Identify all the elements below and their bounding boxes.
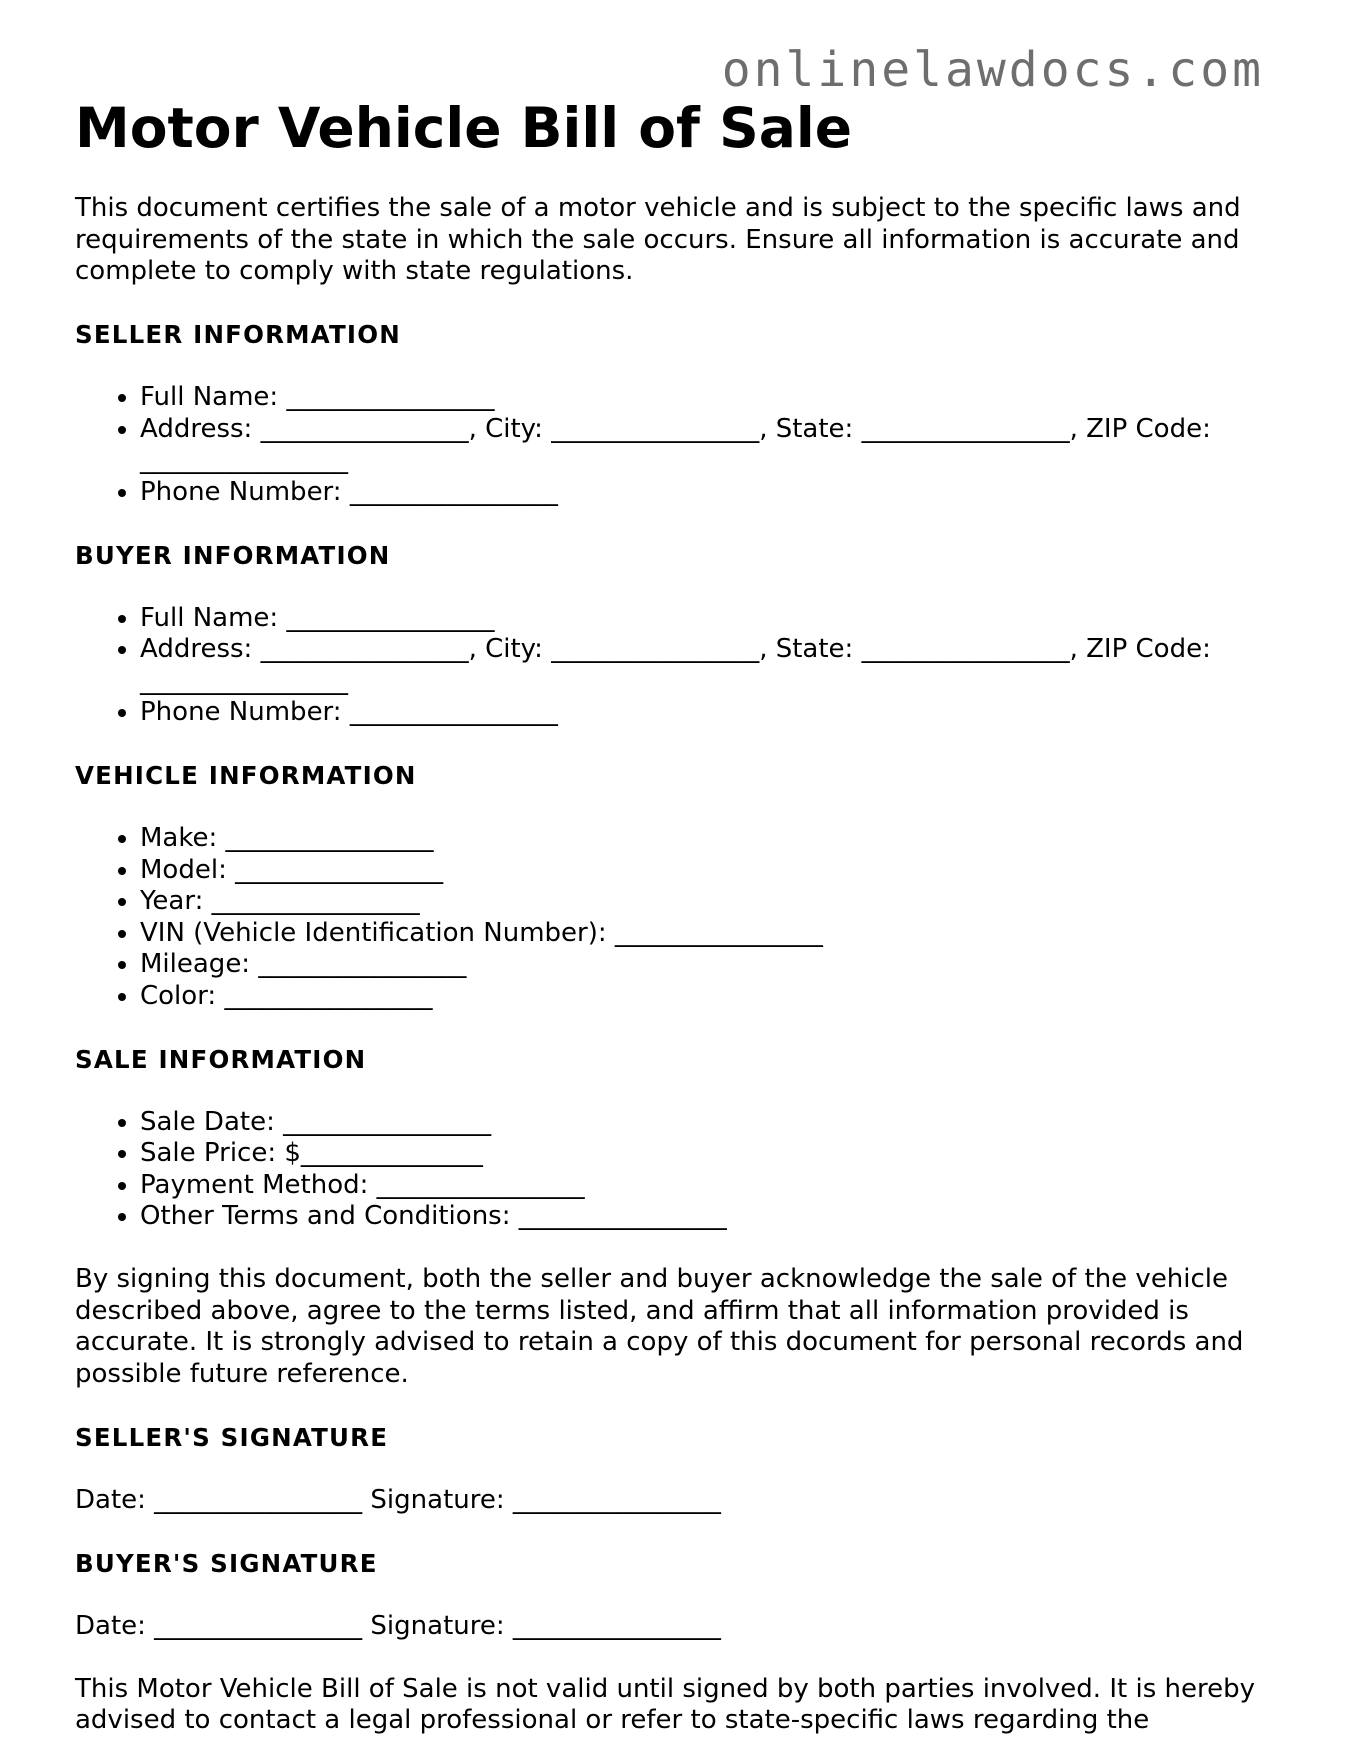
buyer-information-heading: BUYER INFORMATION — [75, 540, 391, 570]
sale-price-item: • Sale Price: $______________ — [140, 1138, 1275, 1170]
buyer-signature-line: Date: ________________ Signature: ________________ — [75, 1610, 721, 1641]
buyer-address-item: • Address: ________________, City: ________________, State: ________________, ZIP Code: ________________ — [140, 634, 1275, 697]
watermark: onlinelawdocs.com — [721, 42, 1264, 98]
vehicle-model-item: • Model: ________________ — [140, 855, 1275, 887]
vehicle-year-item: • Year: ________________ — [140, 886, 1275, 918]
intro-paragraph: This document certifies the sale of a motor vehicle and is subject to the specific laws and requirements of the state in which the sale occurs. Ensure all information is accurate and complete to comply with state regulations. — [75, 193, 1241, 286]
page-title: Motor Vehicle Bill of Sale — [75, 96, 853, 160]
document-body — [75, 193, 1275, 1737]
buyer-signature-heading: BUYER'S SIGNATURE — [75, 1548, 378, 1578]
payment-method-item: • Payment Method: ________________ — [140, 1170, 1275, 1202]
vehicle-make-item: • Make: ________________ — [140, 823, 1275, 855]
seller-information-list — [75, 382, 1275, 508]
buyer-full-name-item: • Full Name: ________________ — [140, 603, 1275, 635]
vehicle-information-heading: VEHICLE INFORMATION — [75, 761, 417, 790]
buyer-phone-item: • Phone Number: ________________ — [140, 697, 1275, 729]
sale-date-item: • Sale Date: ________________ — [140, 1107, 1275, 1139]
seller-phone-item: • Phone Number: ________________ — [140, 477, 1275, 509]
closing-paragraph: This Motor Vehicle Bill of Sale is not valid until signed by both parties involved. It is hereby advised to contact a legal professional or refer to state-specific laws regarding the — [75, 1673, 1255, 1735]
vehicle-vin-item: • VIN (Vehicle Identification Number): ________________ — [140, 918, 1275, 950]
seller-full-name-item: • Full Name: ________________ — [140, 382, 1275, 414]
seller-information-heading: SELLER INFORMATION — [75, 320, 401, 349]
seller-signature-line: Date: ________________ Signature: ________________ — [75, 1484, 721, 1515]
sale-information-list — [75, 1107, 1275, 1233]
sale-information-heading: SALE INFORMATION — [75, 1044, 367, 1074]
vehicle-information-list — [75, 823, 1275, 1012]
acknowledgement-paragraph: By signing this document, both the seller and buyer acknowledge the sale of the vehicle described above, agree to the terms listed, and affirm that all information provided is accurate. It is strongly advised to retain a copy of this document for personal records and possible future reference. — [75, 1264, 1244, 1389]
other-terms-item: • Other Terms and Conditions: ________________ — [140, 1201, 1275, 1233]
vehicle-mileage-item: • Mileage: ________________ — [140, 949, 1275, 981]
seller-address-item: • Address: ________________, City: ________________, State: ________________, ZIP Code: ________________ — [140, 414, 1275, 477]
vehicle-color-item: • Color: ________________ — [140, 981, 1275, 1013]
buyer-information-list — [75, 603, 1275, 729]
seller-signature-heading: SELLER'S SIGNATURE — [75, 1422, 389, 1452]
